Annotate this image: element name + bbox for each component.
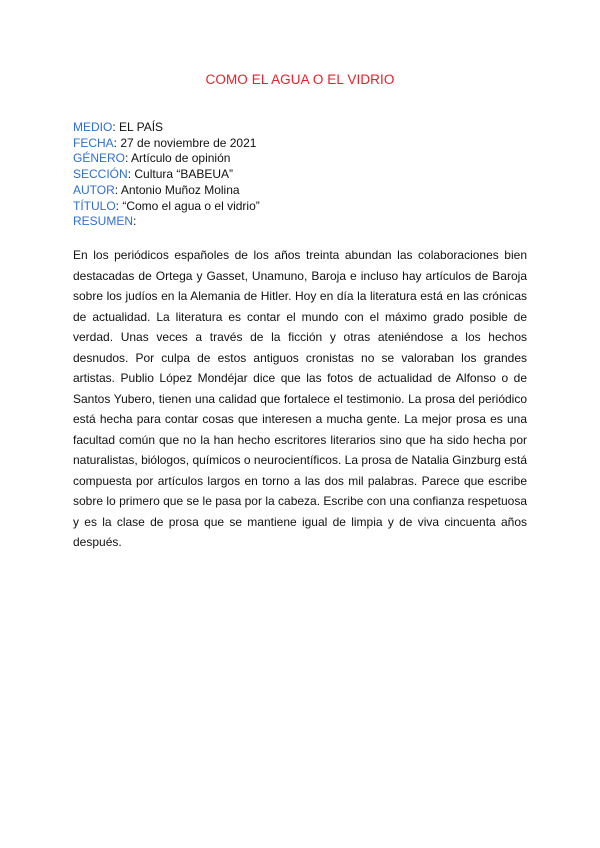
meta-value: Artículo de opinión (131, 151, 231, 166)
document-title: COMO EL AGUA O EL VIDRIO (205, 72, 395, 87)
meta-label: FECHA (73, 135, 114, 150)
meta-value: “Como el agua o el vidrio” (122, 198, 260, 213)
meta-row-medio: MEDIO: EL PAÍS (73, 120, 164, 134)
meta-value: EL PAÍS (119, 120, 164, 134)
meta-row-autor: AUTOR: Antonio Muñoz Molina (73, 182, 240, 197)
meta-row-genero: GÉNERO: Artículo de opinión (73, 151, 231, 166)
meta-label: SECCIÓN (73, 167, 128, 182)
meta-value: Antonio Muñoz Molina (120, 182, 240, 197)
meta-row-fecha: FECHA: 27 de noviembre de 2021 (73, 135, 257, 150)
meta-label: GÉNERO (73, 151, 126, 166)
meta-label: RESUMEN (73, 214, 134, 229)
meta-label: MEDIO (73, 120, 113, 134)
meta-value: Cultura “BABEUA” (134, 167, 234, 182)
summary-paragraph: En los periódicos españoles de los años treinta abundan las colaboraciones bien destacadas de Ortega y Gasset, Unamuno, Baroja e incluso hay artículos de Baroja sobre los judíos en la Alemania de Hitler. Hoy en día la literatura está en las crónicas de actualidad. La literatura es contar el mundo con el máximo grado posible de verdad. Unas veces a través de la ficción y otras ateniéndose a los hechos desnudos. Por culpa de estos antiguos cronistas no se valoraban los grandes artistas. Publio López Mondéjar dice que las fotos de actualidad de Alfonso o de Santos Yubero, tienen una calidad que fortalece el testimonio. La prosa del periódico está hecha para contar cosas que interesen a mucha gente. La mejor prosa es una facultad común que no la han hecho escritores literarios sino que ha sido hecha por naturalistas, biólogos, químicos o neurocientíficos. La prosa de Natalia Ginzburg está compuesta por artículos largos en torno a las dos mil palabras. Parece que escribe sobre lo primero que se le pasa por la cabeza. Escribe con una confianza respetuosa y es la clase de prosa que se mantiene igual de limpia y de viva cincuenta años después. (73, 248, 527, 549)
meta-label: AUTOR (73, 182, 115, 197)
meta-value: 27 de noviembre de 2021 (120, 135, 257, 150)
meta-row-resumen: RESUMEN: (73, 214, 137, 229)
meta-label: TÍTULO (73, 198, 116, 213)
meta-row-titulo: TÍTULO: “Como el agua o el vidrio” (73, 198, 260, 213)
metadata-block (73, 120, 533, 230)
meta-row-seccion: SECCIÓN: Cultura “BABEUA” (73, 167, 234, 182)
